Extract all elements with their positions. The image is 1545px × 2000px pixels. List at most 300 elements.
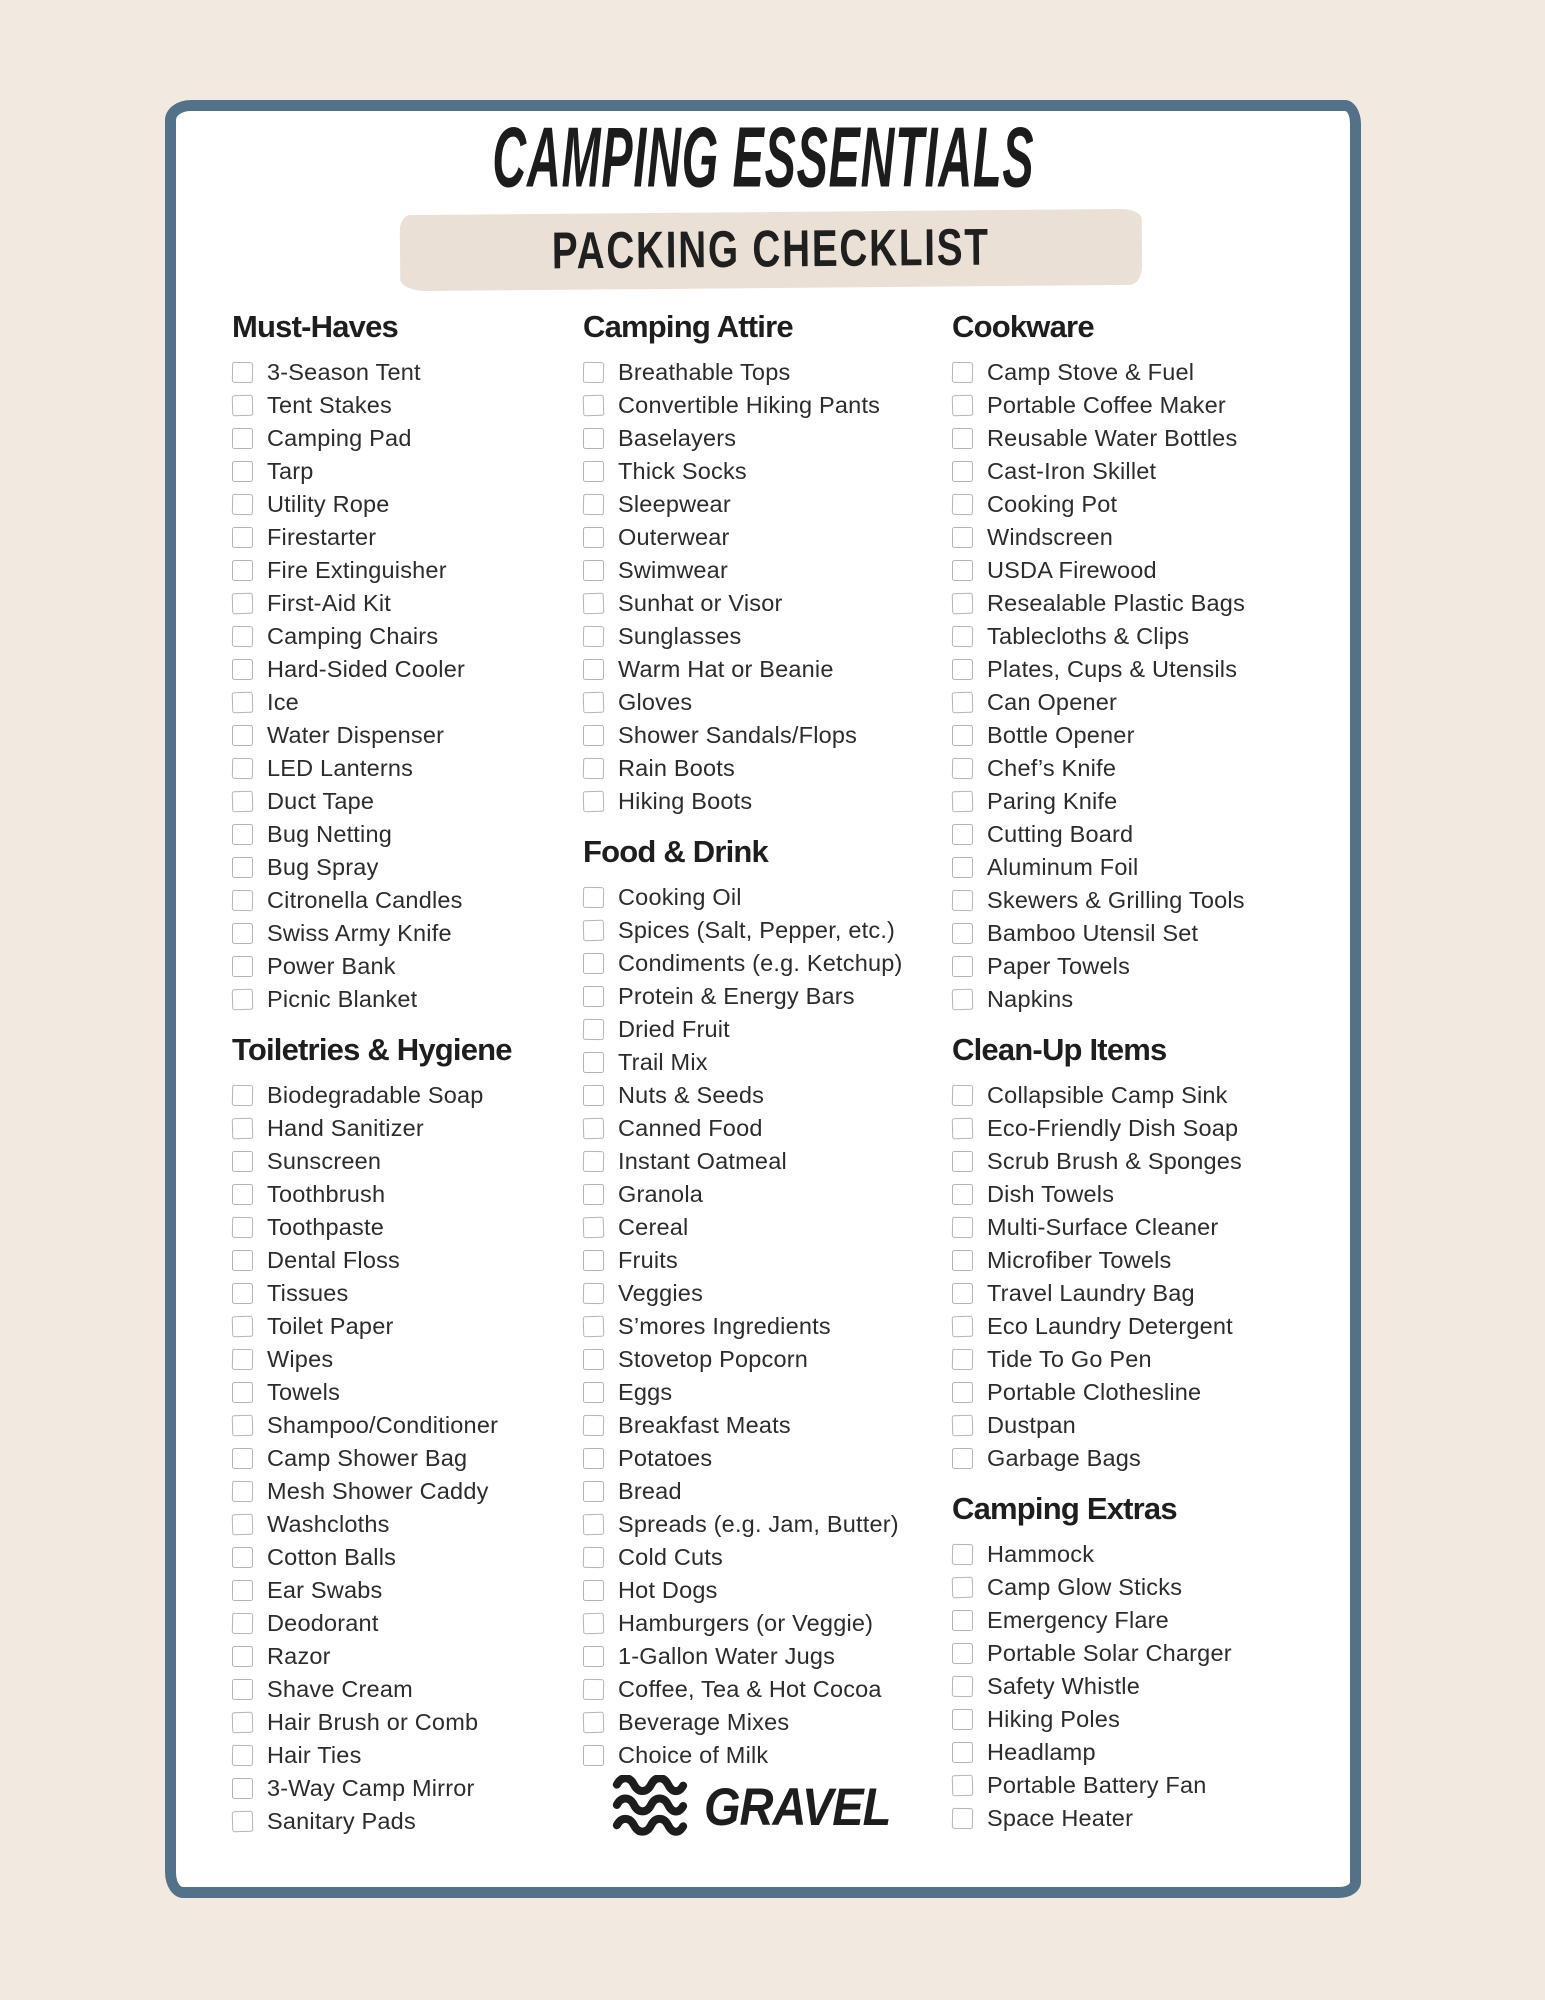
checklist-section [952, 310, 1245, 1016]
item-label: Multi-Surface Cleaner [987, 1214, 1219, 1240]
checkbox[interactable] [952, 494, 973, 515]
checkbox[interactable] [952, 1415, 974, 1437]
item-label: Hard-Sided Cooler [267, 656, 466, 682]
checkbox[interactable] [583, 1349, 604, 1370]
brand-name: GRAVEL [704, 1776, 891, 1836]
checkbox[interactable] [232, 494, 253, 515]
checklist-item [952, 1538, 1245, 1571]
checklist-item [952, 554, 1245, 587]
item-label: Dental Floss [267, 1247, 401, 1273]
checkbox[interactable] [952, 1709, 973, 1730]
checklist-item [952, 950, 1245, 983]
checklist-item [232, 1475, 512, 1508]
checkbox[interactable] [952, 1643, 973, 1664]
item-label: 3-Season Tent [267, 359, 421, 385]
checkbox[interactable] [232, 791, 254, 813]
checkbox[interactable] [232, 395, 254, 417]
checkbox[interactable] [232, 857, 253, 878]
item-label: Cooking Pot [987, 491, 1118, 517]
checkbox[interactable] [232, 461, 253, 482]
checklist-item [952, 620, 1245, 653]
checklist-item [232, 356, 512, 389]
checkbox[interactable] [583, 692, 605, 714]
checklist-item [952, 1310, 1245, 1343]
item-label: Trail Mix [618, 1049, 708, 1075]
checklist-item [583, 554, 903, 587]
item-label: Granola [618, 1181, 704, 1207]
checkbox[interactable] [232, 1745, 253, 1766]
item-label: Convertible Hiking Pants [618, 392, 881, 418]
checkbox[interactable] [583, 1547, 604, 1568]
checkbox[interactable] [232, 1580, 253, 1601]
checklist-item [232, 1244, 512, 1277]
section-heading: Food & Drink [583, 834, 768, 869]
checkbox[interactable] [232, 560, 253, 581]
item-label: Paper Towels [987, 953, 1131, 979]
checkbox[interactable] [583, 1646, 604, 1667]
item-label: Travel Laundry Bag [987, 1280, 1195, 1306]
checkbox[interactable] [952, 428, 973, 449]
checkbox[interactable] [232, 1547, 253, 1568]
checklist-item [583, 752, 903, 785]
checklist-item [232, 1442, 512, 1475]
item-label: Tide To Go Pen [987, 1346, 1152, 1372]
checklist-section [232, 1033, 512, 1838]
checklist-item [952, 1637, 1245, 1670]
checkbox[interactable] [952, 1544, 973, 1565]
checkbox[interactable] [583, 395, 605, 417]
checklist-item [583, 422, 903, 455]
item-label: Hamburgers (or Veggie) [618, 1610, 874, 1636]
checkbox[interactable] [232, 1679, 253, 1700]
item-label: USDA Firewood [987, 557, 1157, 583]
checklist-item [232, 752, 512, 785]
item-label: Gloves [618, 689, 693, 715]
item-label: Portable Battery Fan [987, 1772, 1207, 1798]
item-label: Warm Hat or Beanie [618, 656, 834, 682]
checkbox[interactable] [583, 1382, 604, 1403]
checkbox[interactable] [583, 1679, 604, 1700]
item-label: Cold Cuts [618, 1544, 723, 1570]
checkbox[interactable] [952, 890, 973, 911]
item-label: Dried Fruit [618, 1016, 730, 1042]
item-label: Cotton Balls [267, 1544, 397, 1570]
checkbox[interactable] [583, 362, 604, 383]
checkbox[interactable] [952, 1610, 973, 1631]
checkbox[interactable] [952, 692, 974, 714]
item-label: Beverage Mixes [618, 1709, 790, 1735]
checkbox[interactable] [952, 1151, 973, 1172]
checklist-item [952, 1703, 1245, 1736]
checkbox[interactable] [232, 1118, 254, 1140]
checkbox[interactable] [952, 1775, 974, 1797]
checkbox[interactable] [583, 626, 604, 647]
checkbox[interactable] [952, 956, 973, 977]
checkbox[interactable] [952, 1742, 973, 1763]
item-label: Mesh Shower Caddy [267, 1478, 489, 1504]
checklist-item [952, 356, 1245, 389]
item-label: Bamboo Utensil Set [987, 920, 1199, 946]
checklist-item [232, 1145, 512, 1178]
item-label: Eggs [618, 1379, 673, 1405]
checklist-item [232, 983, 512, 1016]
checkbox[interactable] [583, 1250, 604, 1271]
item-label: Emergency Flare [987, 1607, 1169, 1633]
item-label: Nuts & Seeds [618, 1082, 765, 1108]
item-label: Firestarter [267, 524, 377, 550]
item-label: Utility Rope [267, 491, 390, 517]
checkbox[interactable] [232, 527, 253, 548]
checklist-item [952, 785, 1245, 818]
item-label: Cooking Oil [618, 884, 742, 910]
checkbox[interactable] [232, 1415, 254, 1437]
checklist-item [232, 851, 512, 884]
section-heading: Camping Attire [583, 309, 793, 344]
checkbox[interactable] [952, 1316, 974, 1338]
checkbox[interactable] [952, 758, 973, 779]
checklist-item [583, 1277, 903, 1310]
item-label: Hiking Boots [618, 788, 753, 814]
checklist-item [583, 653, 903, 686]
checklist-item [583, 1046, 903, 1079]
item-label: Razor [267, 1643, 331, 1669]
checkbox[interactable] [232, 1712, 254, 1734]
checkbox[interactable] [232, 1514, 254, 1536]
checkbox[interactable] [952, 461, 973, 482]
checkbox[interactable] [232, 1613, 253, 1634]
item-label: First-Aid Kit [267, 590, 392, 616]
checkbox[interactable] [952, 1085, 973, 1106]
item-label: Hair Brush or Comb [267, 1709, 479, 1735]
item-label: Picnic Blanket [267, 986, 418, 1012]
checkbox[interactable] [583, 1415, 604, 1436]
checkbox[interactable] [583, 920, 605, 942]
item-label: Dustpan [987, 1412, 1076, 1438]
item-label: Hiking Poles [987, 1706, 1121, 1732]
checklist-item [952, 587, 1245, 620]
checklist-item [583, 1640, 903, 1673]
checkbox[interactable] [952, 560, 973, 581]
checklist-item [232, 1112, 512, 1145]
item-label: Can Opener [987, 689, 1118, 715]
item-label: Cast-Iron Skillet [987, 458, 1157, 484]
checkbox[interactable] [232, 626, 253, 647]
checkbox[interactable] [583, 659, 604, 680]
item-label: Biodegradable Soap [267, 1082, 484, 1108]
checkbox[interactable] [583, 725, 604, 746]
checkbox[interactable] [952, 1448, 973, 1469]
checkbox[interactable] [583, 1184, 604, 1205]
checklist-item [232, 917, 512, 950]
item-label: Headlamp [987, 1739, 1096, 1765]
item-label: Fire Extinguisher [267, 557, 447, 583]
checkbox[interactable] [232, 593, 254, 615]
column-left [232, 310, 512, 1855]
item-label: Potatoes [618, 1445, 713, 1471]
checklist-item [952, 1145, 1245, 1178]
checkbox[interactable] [232, 1349, 253, 1370]
item-label: Windscreen [987, 524, 1114, 550]
checkbox[interactable] [952, 857, 973, 878]
checkbox[interactable] [583, 953, 604, 974]
checkbox[interactable] [952, 791, 974, 813]
item-label: Cereal [618, 1214, 689, 1240]
checklist-item [232, 1706, 512, 1739]
checklist-item [232, 653, 512, 686]
checklist-item [952, 455, 1245, 488]
checkbox[interactable] [583, 461, 604, 482]
section-heading: Clean-Up Items [952, 1032, 1167, 1067]
checkbox[interactable] [232, 758, 253, 779]
checkbox[interactable] [232, 1448, 253, 1469]
item-label: Paring Knife [987, 788, 1118, 814]
item-label: Toothbrush [267, 1181, 386, 1207]
checkbox[interactable] [583, 1283, 604, 1304]
checklist-item [232, 1277, 512, 1310]
section-heading: Camping Extras [952, 1491, 1177, 1526]
checkbox[interactable] [232, 1283, 253, 1304]
checkbox[interactable] [232, 1316, 254, 1338]
checklist-item [583, 1442, 903, 1475]
checkbox[interactable] [583, 494, 604, 515]
checkbox[interactable] [232, 1481, 253, 1502]
checklist-item [583, 620, 903, 653]
item-label: Toothpaste [267, 1214, 384, 1240]
section-heading: Toiletries & Hygiene [232, 1032, 512, 1067]
checkbox[interactable] [952, 1118, 974, 1140]
checklist-item [583, 1211, 903, 1244]
checkbox[interactable] [583, 1481, 604, 1502]
item-label: Protein & Energy Bars [618, 983, 855, 1009]
checkbox[interactable] [952, 527, 973, 548]
checklist-item [583, 488, 903, 521]
item-label: 3-Way Camp Mirror [267, 1775, 475, 1801]
checkbox[interactable] [952, 1283, 973, 1304]
checkbox[interactable] [583, 1217, 605, 1239]
checkbox[interactable] [952, 725, 973, 746]
column-right [952, 310, 1245, 1852]
checklist-item [232, 1607, 512, 1640]
checkbox[interactable] [583, 791, 605, 813]
page-title: CAMPING ESSENTIALS [492, 109, 1034, 206]
checklist-item [232, 1541, 512, 1574]
item-label: Shave Cream [267, 1676, 413, 1702]
checkbox[interactable] [583, 1580, 604, 1601]
checkbox[interactable] [232, 692, 254, 714]
item-label: Resealable Plastic Bags [987, 590, 1246, 616]
checklist-item [232, 1508, 512, 1541]
item-label: Breakfast Meats [618, 1412, 791, 1438]
checklist-item [232, 587, 512, 620]
checkbox[interactable] [952, 593, 974, 615]
checkbox[interactable] [952, 989, 974, 1011]
item-label: Space Heater [987, 1805, 1134, 1831]
checkbox[interactable] [583, 1514, 605, 1536]
checkbox[interactable] [952, 1250, 973, 1271]
checkbox[interactable] [952, 824, 973, 845]
checkbox[interactable] [583, 1118, 605, 1140]
checkbox[interactable] [952, 1577, 974, 1599]
item-label: Hot Dogs [618, 1577, 718, 1603]
checkbox[interactable] [952, 1808, 973, 1829]
checkbox[interactable] [952, 626, 973, 647]
item-label: Microfiber Towels [987, 1247, 1172, 1273]
checkbox[interactable] [232, 989, 254, 1011]
section-heading: Cookware [952, 309, 1094, 344]
checklist-item [232, 719, 512, 752]
checklist-item [952, 1112, 1245, 1145]
item-label: Eco Laundry Detergent [987, 1313, 1233, 1339]
item-label: Camp Shower Bag [267, 1445, 468, 1471]
checkbox[interactable] [952, 1349, 973, 1370]
checklist-item [232, 1805, 512, 1838]
checkbox[interactable] [583, 527, 604, 548]
checklist-item [583, 1013, 903, 1046]
item-label: Rain Boots [618, 755, 735, 781]
checklist-item [952, 1409, 1245, 1442]
checklist-card [165, 100, 1361, 1898]
item-label: Camp Stove & Fuel [987, 359, 1195, 385]
waves-icon [606, 1775, 694, 1837]
item-label: S’mores Ingredients [618, 1313, 831, 1339]
checkbox[interactable] [952, 1184, 973, 1205]
checklist-item [232, 818, 512, 851]
checklist-item [952, 1802, 1245, 1835]
title-row [176, 109, 1350, 206]
checklist-item [232, 1343, 512, 1376]
item-label: Tent Stakes [267, 392, 392, 418]
checkbox[interactable] [583, 1151, 604, 1172]
checkbox[interactable] [952, 1217, 973, 1238]
checkbox[interactable] [583, 1745, 604, 1766]
checklist-item [232, 1310, 512, 1343]
checklist-item [583, 947, 903, 980]
item-label: Aluminum Foil [987, 854, 1139, 880]
checkbox[interactable] [952, 1382, 973, 1403]
checklist-item [232, 554, 512, 587]
checklist-item [583, 356, 903, 389]
checkbox[interactable] [952, 362, 973, 383]
item-label: Camping Pad [267, 425, 412, 451]
item-label: Reusable Water Bottles [987, 425, 1238, 451]
checkbox[interactable] [232, 1646, 253, 1667]
checkbox[interactable] [232, 1151, 253, 1172]
checkbox[interactable] [232, 1217, 253, 1238]
checklist-item [583, 455, 903, 488]
item-label: Sanitary Pads [267, 1808, 416, 1834]
checkbox[interactable] [583, 986, 604, 1007]
checklist-item [583, 1475, 903, 1508]
checklist-item [232, 1574, 512, 1607]
checklist-item [232, 422, 512, 455]
checkbox[interactable] [952, 923, 973, 944]
checkbox[interactable] [232, 890, 253, 911]
checklist-item [952, 1277, 1245, 1310]
checkbox[interactable] [583, 1316, 605, 1338]
item-label: Veggies [618, 1280, 704, 1306]
checklist-item [232, 1772, 512, 1805]
item-label: Citronella Candles [267, 887, 463, 913]
checklist-item [583, 587, 903, 620]
checklist-item [232, 1673, 512, 1706]
item-label: Towels [267, 1379, 341, 1405]
checkbox[interactable] [583, 1052, 604, 1073]
checklist-item [952, 1442, 1245, 1475]
checkbox[interactable] [232, 428, 253, 449]
item-label: Power Bank [267, 953, 396, 979]
checkbox[interactable] [232, 725, 253, 746]
checklist-item [232, 1178, 512, 1211]
item-label: Dish Towels [987, 1181, 1115, 1207]
item-label: Ear Swabs [267, 1577, 383, 1603]
checkbox[interactable] [583, 887, 604, 908]
checkbox[interactable] [952, 395, 974, 417]
checkbox[interactable] [583, 1448, 604, 1469]
checkbox[interactable] [583, 1085, 604, 1106]
checkbox[interactable] [583, 428, 604, 449]
checklist-item [583, 389, 903, 422]
item-label: Camp Glow Sticks [987, 1574, 1183, 1600]
checklist-item [952, 1079, 1245, 1112]
item-label: Tissues [267, 1280, 349, 1306]
checkbox[interactable] [232, 1382, 253, 1403]
item-label: Toilet Paper [267, 1313, 394, 1339]
checkbox[interactable] [583, 1019, 604, 1040]
item-label: Skewers & Grilling Tools [987, 887, 1245, 913]
item-label: Fruits [618, 1247, 678, 1273]
item-label: Tarp [267, 458, 314, 484]
item-label: Condiments (e.g. Ketchup) [618, 950, 903, 976]
checkbox[interactable] [583, 1712, 605, 1734]
checklist-item [583, 1508, 903, 1541]
checklist-item [583, 521, 903, 554]
checklist-item [952, 488, 1245, 521]
checklist-item [232, 1376, 512, 1409]
item-label: Eco-Friendly Dish Soap [987, 1115, 1239, 1141]
checkbox[interactable] [232, 659, 253, 680]
checkbox[interactable] [232, 362, 253, 383]
checkbox[interactable] [232, 824, 253, 845]
checkbox[interactable] [952, 659, 973, 680]
checkbox[interactable] [583, 1613, 605, 1635]
checklist-item [583, 1310, 903, 1343]
checkbox[interactable] [952, 1676, 973, 1697]
checklist-item [583, 881, 903, 914]
checkbox[interactable] [232, 1811, 254, 1833]
item-label: Thick Socks [618, 458, 747, 484]
checkbox[interactable] [232, 1184, 253, 1205]
checkbox[interactable] [232, 1250, 253, 1271]
item-label: LED Lanterns [267, 755, 414, 781]
checkbox[interactable] [232, 923, 253, 944]
checklist-item [232, 1739, 512, 1772]
checkbox[interactable] [232, 1085, 253, 1106]
item-label: Garbage Bags [987, 1445, 1141, 1471]
item-label: Shower Sandals/Flops [618, 722, 858, 748]
checklist-item [952, 653, 1245, 686]
checkbox[interactable] [232, 956, 253, 977]
checkbox[interactable] [583, 593, 605, 615]
checkbox[interactable] [583, 758, 604, 779]
checkbox[interactable] [232, 1778, 253, 1799]
item-label: Ice [267, 689, 299, 715]
item-label: Camping Chairs [267, 623, 439, 649]
checklist-item [952, 1604, 1245, 1637]
checkbox[interactable] [583, 560, 604, 581]
item-label: Scrub Brush & Sponges [987, 1148, 1243, 1174]
checklist-item [952, 719, 1245, 752]
checklist-item [952, 1343, 1245, 1376]
